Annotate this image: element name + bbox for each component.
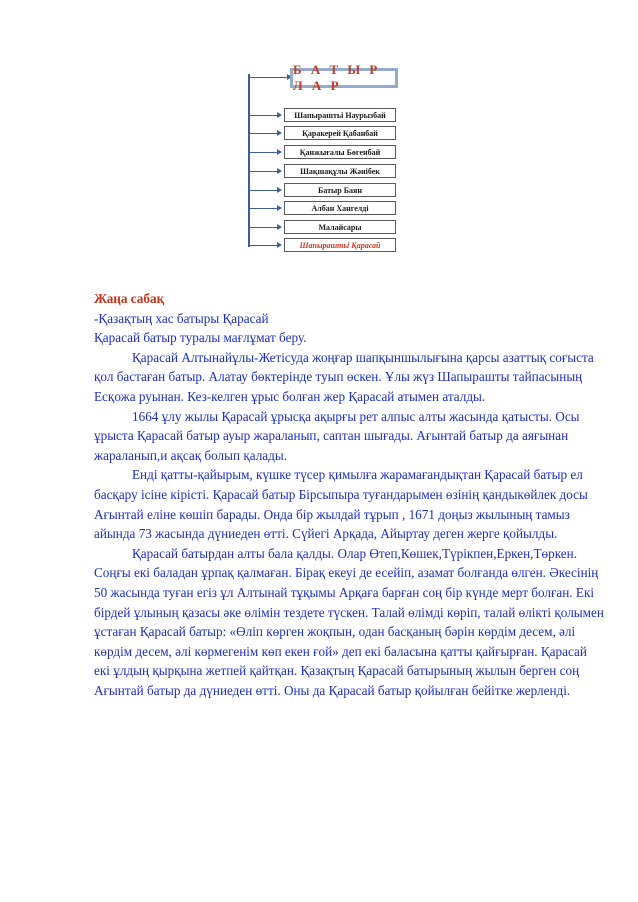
lesson-text <box>94 289 604 700</box>
batyr-box: Батыр Баян <box>284 183 396 197</box>
paragraph-1: Қарасай Алтынайұлы-Жетісуда жоңғар шапқыншылығына қарсы азаттық соғыста қол бастаған батыр. Алатау бөктерінде туып өскен. Ұлы жүз Шапырашты тайпасының Есқожа руынан. Кез-келген ұрыс болған жер Қарасай атымен аталды. <box>94 349 594 404</box>
batyr-box: Малайсары <box>284 220 396 234</box>
lesson-heading: Жаңа сабақ <box>94 291 165 306</box>
diagram-row <box>248 164 408 178</box>
batyr-box: Шапыраштьі Наурызбай <box>284 108 396 122</box>
diagram-row <box>248 108 408 122</box>
diagram-row <box>248 145 408 159</box>
arrow-icon <box>248 208 278 209</box>
arrow-icon <box>248 152 278 153</box>
title-arrow <box>248 77 288 78</box>
arrow-icon <box>248 190 278 191</box>
topic-line: -Қазақтың хас батыры Қарасай <box>94 310 269 326</box>
arrow-icon <box>248 227 278 228</box>
batyr-box: Шақшақұлы Жәнібек <box>284 164 396 178</box>
arrow-icon <box>248 171 278 172</box>
diagram-row <box>248 201 408 215</box>
paragraph-3: Енді қатты-қайырым, күшке түсер қимылға жарамағандықтан Қарасай батыр ел басқару ісіне кірісті. Қарасай батыр Бірсыпыра туғандарымен өзінің қандыкөйлек досы Ағынтай еліне көшіп барады. Онда бір жылдай тұрып , 1671 доңыз жылының тамыз айында 73 жасында дүниеден өтті. Сүйегі Арқада, Айыртау деген жерге қойылды. <box>94 467 588 542</box>
batyr-box: Албан Хангелді <box>284 201 396 215</box>
batyr-box: Қаракерей Қабанбай <box>284 126 396 140</box>
arrow-icon <box>248 133 278 134</box>
diagram-title: Б А Т Ы Р Л А Р <box>290 68 398 88</box>
arrow-icon <box>248 115 278 116</box>
diagram-row <box>248 183 408 197</box>
arrow-icon <box>248 245 278 246</box>
diagram-row <box>248 220 408 234</box>
paragraph-2: 1664 ұлу жылы Қарасай ұрысқа ақырғы рет алпыс алты жасында қатысты. Осы ұрыста Қарасай батыр ауыр жараланып, саптан шығады. Ағынтай батыр да аяғынан жараланып,и ақсақ болып қалады. <box>94 408 580 463</box>
paragraph-4: Қарасай батырдан алты бала қалды. Олар Өтеп,Көшек,Түрікпен,Еркен,Төркен. Соңғы екі баладан ұрпақ қалмаған. Бірақ екеуі де есейіп, азамат болғанда өлген. Әкесінің 50 жасында туған егіз ұл Алтынай тұқымы Арқаға барған соң бір күнде мерт болған. Екі бірдей ұлының қазасы әке өлімін тездете түскен. Талай өлімді көріп, талай өлікті қолымен ұстаған Қарасай батыр: «Өліп көрген жоқпын, одан басқаның бәрін көрдім десем, әлі көрдім десем, әлі көрмегенім көп екен ғой» деп екі баласына қатты қайғырған. Қарасай екі ұлдың қырқына жетпей қайтқан. Қазақтың Қарасай батырының жылын берген соң Ағынтай батыр да дүниеден өтті. Оны да Қарасай батыр қойылған бейітке жерленді. <box>94 545 604 698</box>
batyr-box-highlighted: Шапыраштьі Қарасай <box>284 238 396 252</box>
goal-line: Қарасай батыр туралы мағлұмат беру. <box>94 330 307 346</box>
batyr-box: Қанжығалы Бөгенбай <box>284 145 396 159</box>
diagram-row <box>248 126 408 140</box>
diagram-row <box>248 238 408 252</box>
batyrs-diagram <box>248 62 408 250</box>
